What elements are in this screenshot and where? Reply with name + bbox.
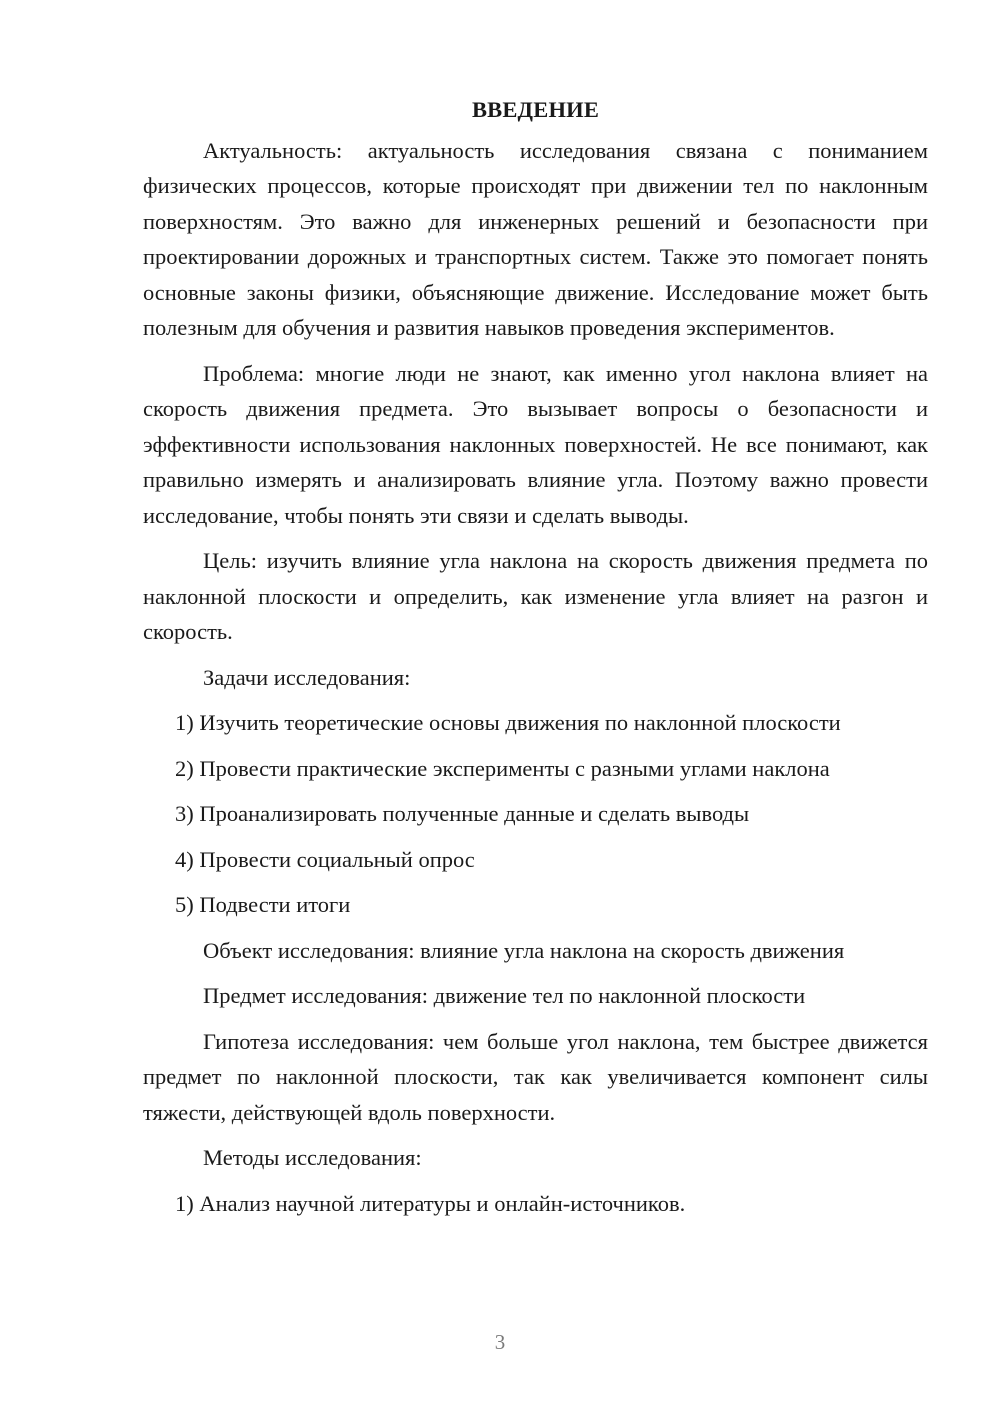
tasks-heading: Задачи исследования: [203,664,411,690]
task-item: 2) Провести практические эксперименты с разными углами наклона [175,755,830,781]
section-title: ВВЕДЕНИЕ [471,97,600,122]
method-item: 1) Анализ научной литературы и онлайн-источников. [175,1190,686,1216]
hypothesis-paragraph: Гипотеза исследования: чем больше угол наклона, тем быстрее движется предмет по наклонной плоскости, так как увеличивается компонент силы тяжести, действующей вдоль поверхности. [143,1028,928,1125]
problem-paragraph: Проблема: многие люди не знают, как именно угол наклона влияет на скорость движения предмета. Это вызывает вопросы о безопасности и эффективности использования наклонных поверхностей. Не все понимают, как правильно измерять и анализировать влияние угла. Поэтому важно провести исследование, чтобы понять эти связи и сделать выводы. [143,360,928,528]
methods-heading: Методы исследования: [203,1145,422,1170]
page-number: 3 [494,1330,506,1354]
document-page [143,92,928,1231]
task-item: 3) Проанализировать полученные данные и сделать выводы [175,801,750,826]
research-object: Объект исследования: влияние угла наклона на скорость движения [203,937,845,963]
task-item: 5) Подвести итоги [175,892,351,917]
research-subject: Предмет исследования: движение тел по наклонной плоскости [203,983,806,1008]
task-item: 1) Изучить теоретические основы движения по наклонной плоскости [175,710,841,735]
goal-paragraph: Цель: изучить влияние угла наклона на скорость движения предмета по наклонной плоскости и определить, как изменение угла влияет на разгон и скорость. [143,548,928,644]
task-item: 4) Провести социальный опрос [175,846,475,872]
relevance-paragraph: Актуальность: актуальность исследования связана с пониманием физических процессов, которые происходят при движении тел по наклонным поверхностям. Это важно для инженерных решений и безопасности при проектировании дорожных и транспортных систем. Также это помогает понять основные законы физики, объясняющие движение. Исследование может быть полезным для обучения и развития навыков проведения экспериментов. [143,137,928,340]
